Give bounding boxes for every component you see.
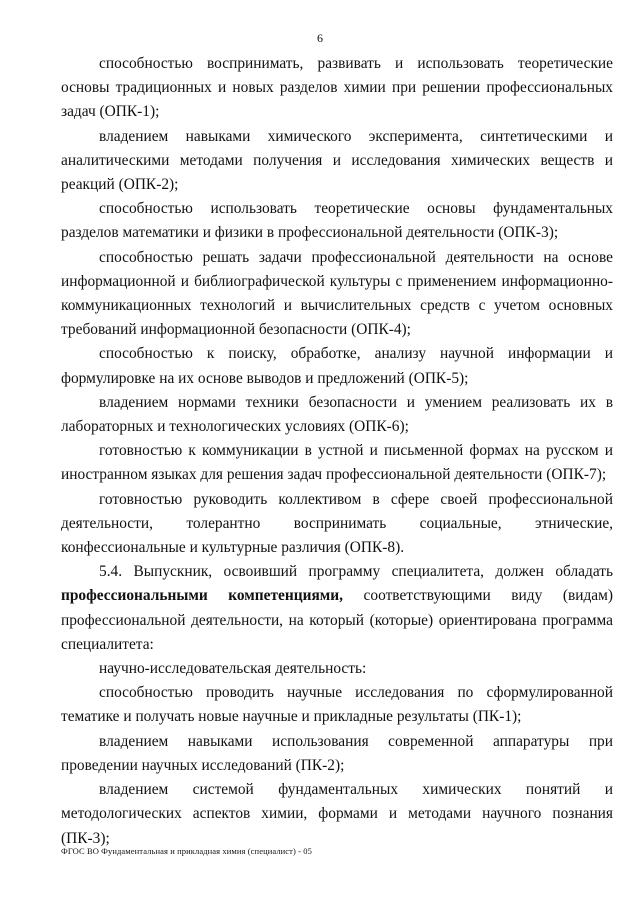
paragraph-opk-7: готовностью к коммуникации в устной и письменной формах на русском и иностранном языках для решения задач профессиональной деятельности (ОПК-7); — [61, 442, 613, 484]
paragraph-opk-5: способностью к поиску, обработке, анализу научной информации и формулировке на их основе выводов и предложений (ОПК-5); — [61, 345, 613, 387]
section-5-4-lead: 5.4. Выпускник, освоивший программу специалитета, должен обладать — [99, 563, 613, 581]
paragraph-section-5-4 — [61, 560, 613, 657]
paragraph-opk-4: способностью решать задачи профессиональной деятельности на основе информационной и библиографической культуры с применением информационно-коммуникационных технологий и вычислительных средств с учетом основных требований информационной безопасности (ОПК-4); — [61, 248, 613, 339]
paragraph-opk-8: готовностью руководить коллективом в сфере своей профессиональной деятельности, толерантно воспринимать социальные, этнические, конфессиональные и культурные различия (ОПК-8). — [61, 490, 613, 557]
paragraph-opk-1: способностью воспринимать, развивать и использовать теоретические основы традиционных и новых разделов химии при решении профессиональных задач (ОПК-1); — [61, 55, 613, 121]
subheading-research-activity: научно-исследовательская деятельность: — [99, 660, 367, 678]
paragraph-pk-3: владением системой фундаментальных химических понятий и методологических аспектов химии, формами и методами научного познания (ПК-3); — [61, 781, 613, 847]
paragraph-pk-1: способностью проводить научные исследования по сформулированной тематике и получать новые научные и прикладные результаты (ПК-1); — [61, 684, 613, 726]
section-5-4-bold-term: профессиональными компетенциями, — [61, 587, 344, 605]
document-footer: ФГОС ВО Фундаментальная и прикладная химия (специалист) - 05 — [61, 846, 313, 856]
paragraph-opk-3: способностью использовать теоретические основы фундаментальных разделов математики и физики в профессиональной деятельности (ОПК-3); — [61, 200, 613, 242]
document-body — [61, 52, 613, 851]
paragraph-opk-2: владением навыками химического эксперимента, синтетическими и аналитическими методами получения и исследования химических веществ и реакций (ОПК-2); — [61, 127, 613, 194]
section-5-4-rest: соответствующими виду (видам) профессиональной деятельности, на который (которые) ориентирована программа специалитета: — [61, 587, 613, 653]
page-number: 6 — [317, 31, 323, 45]
paragraph-pk-2: владением навыками использования современной аппаратуры при проведении научных исследований (ПК-2); — [61, 732, 613, 774]
paragraph-opk-6: владением нормами техники безопасности и умением реализовать их в лабораторных и технологических условиях (ОПК-6); — [61, 393, 613, 436]
